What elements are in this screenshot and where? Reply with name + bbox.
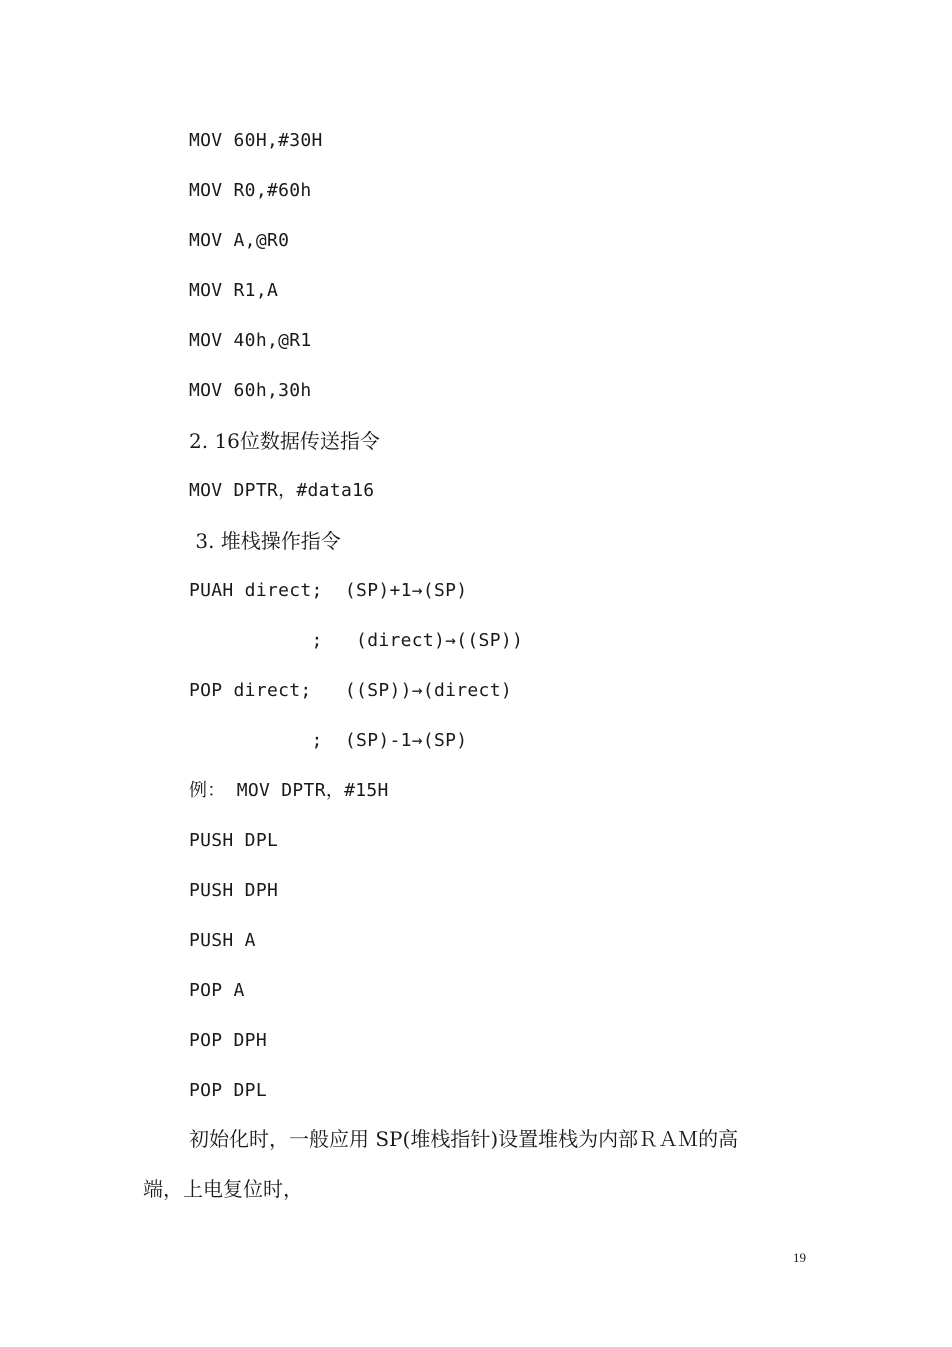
code-line-4: MOV R1,A bbox=[189, 280, 279, 301]
code-line-push-desc-2: ; (direct)→((SP)) bbox=[189, 630, 524, 651]
code-line-1: MOV 60H,#30H bbox=[189, 130, 323, 151]
code-line-pop-a: POP A bbox=[189, 980, 245, 1001]
section-heading-16bit: 2. 16位数据传送指令 bbox=[189, 429, 380, 453]
code-line-push-a: PUSH A bbox=[189, 930, 256, 951]
code-line-pop-dpl: POP DPL bbox=[189, 1080, 267, 1101]
code-line-pop-desc: POP direct; ((SP))→(direct) bbox=[189, 680, 512, 701]
page-number: 19 bbox=[793, 1250, 806, 1265]
code-line-3: MOV A,@R0 bbox=[189, 230, 290, 251]
code-line-pop-dph: POP DPH bbox=[189, 1030, 267, 1051]
code-line-push-dph: PUSH DPH bbox=[189, 880, 279, 901]
code-line-push-desc: PUAH direct; (SP)+1→(SP) bbox=[189, 580, 468, 601]
paragraph-line-1: 初始化时，一般应用 SP(堆栈指针)设置堆栈为内部ＲＡＭ的高 bbox=[189, 1127, 739, 1151]
paragraph-line-2: 端，上电复位时， bbox=[143, 1177, 303, 1201]
section-heading-stack: 3. 堆栈操作指令 bbox=[189, 529, 341, 553]
code-line-5: MOV 40h,@R1 bbox=[189, 330, 312, 351]
code-line-pop-desc-2: ; (SP)-1→(SP) bbox=[189, 730, 468, 751]
code-line-push-dpl: PUSH DPL bbox=[189, 830, 279, 851]
code-line-2: MOV R0,#60h bbox=[189, 180, 312, 201]
code-line-6: MOV 60h,30h bbox=[189, 380, 312, 401]
example-line: 例： MOV DPTR，#15H bbox=[189, 780, 389, 801]
code-line-dptr: MOV DPTR，#data16 bbox=[189, 480, 375, 501]
